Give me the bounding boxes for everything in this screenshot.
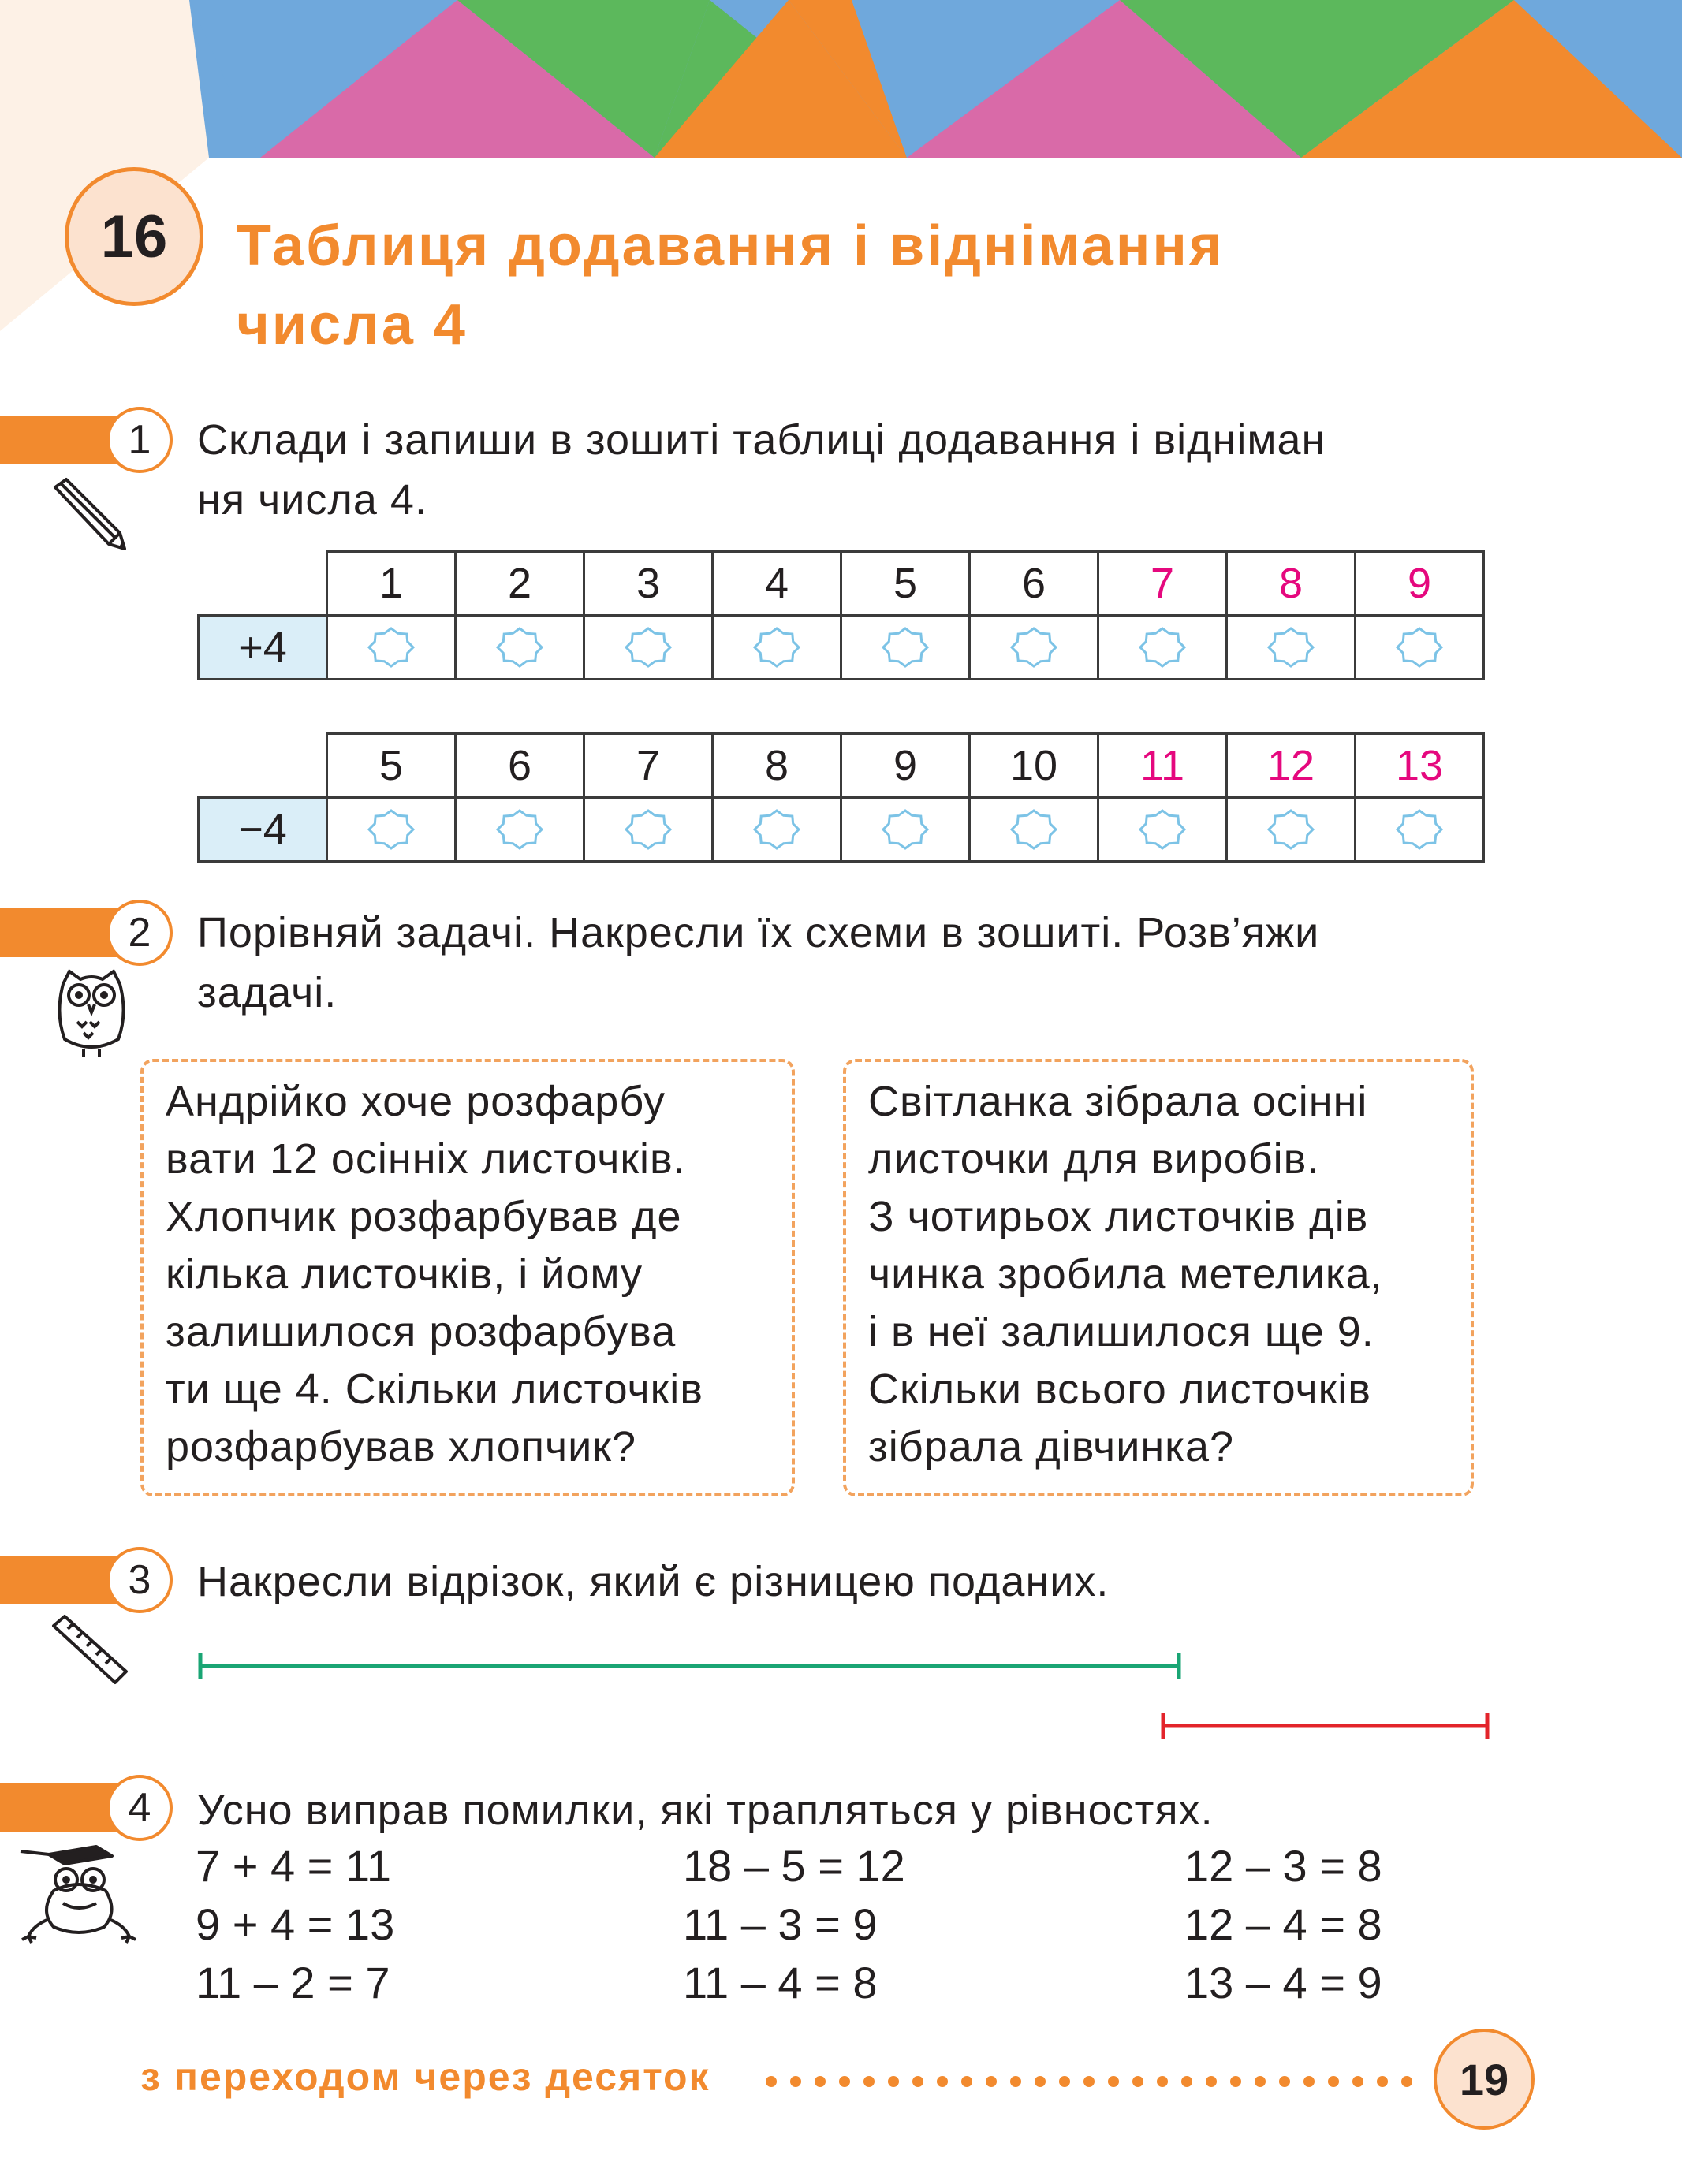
footer-dot: [961, 2076, 972, 2087]
footer-dotted-line: [763, 2066, 1426, 2097]
footer-dot: [937, 2076, 948, 2087]
footer-dot: [1352, 2076, 1363, 2087]
problem-b-box: [843, 1059, 1474, 1496]
star-answer-icon: [1393, 807, 1445, 852]
segments-figure: [189, 1644, 1498, 1746]
table-number-cell: 9: [1356, 552, 1484, 616]
star-answer-icon: [365, 807, 417, 852]
task2-text-line1: Порівняй задачі. Накресли їх схеми в зошиті. Розв’яжи: [197, 909, 1320, 956]
star-answer-icon: [879, 625, 931, 669]
table-answer-cell[interactable]: [1227, 798, 1356, 862]
equation: 12 – 4 = 8: [1184, 1899, 1382, 1949]
equation: 18 – 5 = 12: [683, 1841, 905, 1891]
star-answer-icon: [1136, 625, 1188, 669]
table-answer-cell[interactable]: [456, 616, 584, 680]
table-number-cell: 12: [1227, 734, 1356, 798]
problem-a-line: кілька листочків, і йому: [166, 1250, 643, 1298]
problem-b-line: чинка зробила метелика,: [868, 1250, 1383, 1298]
problem-b-line: Скільки всього листочків: [868, 1366, 1371, 1413]
table-answer-cell[interactable]: [970, 798, 1098, 862]
star-answer-icon: [494, 807, 546, 852]
lesson-number-badge: 16: [65, 167, 203, 306]
table-number-cell: 5: [841, 552, 970, 616]
footer-dot: [1303, 2076, 1315, 2087]
star-answer-icon: [1136, 807, 1188, 852]
table-answer-cell[interactable]: [713, 616, 841, 680]
equations-column-3: [1184, 1837, 1382, 2012]
table-number-cell: 2: [456, 552, 584, 616]
table-number-cell: 6: [970, 552, 1098, 616]
equation: 13 – 4 = 9: [1184, 1958, 1382, 2007]
task1-text-line2: ня числа 4.: [197, 476, 427, 524]
footer-dot: [839, 2076, 850, 2087]
star-answer-icon: [1265, 625, 1317, 669]
footer-dot: [1401, 2076, 1412, 2087]
problem-a-line: вати 12 осінніх листочків.: [166, 1135, 686, 1183]
footer-dot: [912, 2076, 923, 2087]
table-answer-cell[interactable]: [1098, 616, 1227, 680]
problem-b-line: З чотирьох листочків дів: [868, 1193, 1369, 1240]
footer-dot: [1230, 2076, 1241, 2087]
star-answer-icon: [751, 625, 803, 669]
equations-column-2: [683, 1837, 905, 2012]
task4-text: Усно виправ помилки, які трапляться у рівностях.: [197, 1787, 1214, 1834]
table-number-cell: 3: [584, 552, 713, 616]
subtraction-operation-cell: −4: [199, 798, 327, 862]
star-answer-icon: [1393, 625, 1445, 669]
red-segment: [1163, 1713, 1487, 1739]
pencil-icon: [49, 476, 131, 552]
table-number-cell: 7: [1098, 552, 1227, 616]
table-answer-cell[interactable]: [584, 616, 713, 680]
footer-dot: [1328, 2076, 1339, 2087]
task3-text: Накресли відрізок, який є різницею поданих.: [197, 1558, 1110, 1605]
equation: 11 – 4 = 8: [683, 1958, 878, 2007]
problem-a-box: [140, 1059, 795, 1496]
problem-a-line: залишилося розфарбува: [166, 1308, 677, 1355]
table-number-cell: 8: [1227, 552, 1356, 616]
equation: 7 + 4 = 11: [196, 1841, 392, 1891]
problem-b-line: зібрала дівчинка?: [868, 1423, 1235, 1470]
task2-number: 2: [106, 900, 173, 966]
task1-text: [197, 410, 1326, 530]
table-answer-cell[interactable]: [584, 798, 713, 862]
problem-a-line: розфарбував хлопчик?: [166, 1423, 636, 1470]
problem-b-line: і в неї залишилося ще 9.: [868, 1308, 1374, 1355]
addition-operation-cell: +4: [199, 616, 327, 680]
equation: 12 – 3 = 8: [1184, 1841, 1382, 1891]
footer-dot: [1279, 2076, 1290, 2087]
table-answer-cell[interactable]: [1227, 616, 1356, 680]
table-answer-cell[interactable]: [327, 798, 456, 862]
table-number-cell: 8: [713, 734, 841, 798]
task1-number: 1: [106, 407, 173, 473]
problem-a-line: Хлопчик розфарбував де: [166, 1193, 682, 1240]
footer-dot: [815, 2076, 826, 2087]
owl-icon: [55, 967, 128, 1058]
frog-icon: [17, 1843, 136, 1944]
footer-topic: з переходом через десяток: [140, 2055, 710, 2099]
problem-b-line: листочки для виробів.: [868, 1135, 1320, 1183]
star-answer-icon: [622, 807, 674, 852]
table-corner-empty: [199, 552, 327, 616]
task2-text-line2: задачі.: [197, 969, 338, 1016]
lesson-title: [237, 207, 1498, 364]
star-answer-icon: [1008, 625, 1060, 669]
equation: 9 + 4 = 13: [196, 1899, 395, 1949]
table-number-cell: 6: [456, 734, 584, 798]
footer-dot: [986, 2076, 997, 2087]
table-answer-cell[interactable]: [327, 616, 456, 680]
table-answer-cell[interactable]: [1356, 616, 1484, 680]
footer-dot: [766, 2076, 777, 2087]
table-number-cell: 7: [584, 734, 713, 798]
table-answer-cell[interactable]: [841, 798, 970, 862]
task4-number: 4: [106, 1775, 173, 1841]
table-corner-empty: [199, 734, 327, 798]
footer-dot: [1108, 2076, 1119, 2087]
lesson-title-line1: Таблиця додавання і віднімання: [237, 214, 1225, 278]
footer-dot: [1255, 2076, 1266, 2087]
footer-dot: [790, 2076, 801, 2087]
star-answer-icon: [751, 807, 803, 852]
table-number-cell: 10: [970, 734, 1098, 798]
lesson-title-line2: числа 4: [237, 293, 468, 356]
star-answer-icon: [365, 625, 417, 669]
footer-dot: [1059, 2076, 1070, 2087]
footer-dot: [1010, 2076, 1021, 2087]
footer-dot: [888, 2076, 899, 2087]
ruler-icon: [49, 1612, 131, 1687]
top-banner: [0, 0, 1682, 158]
subtraction-table: [197, 732, 1485, 863]
addition-table: [197, 550, 1485, 680]
footer-dot: [1181, 2076, 1192, 2087]
task1-text-line1: Склади і запиши в зошиті таблиці додавання і відніман: [197, 416, 1326, 464]
table-number-cell: 5: [327, 734, 456, 798]
table-number-cell: 4: [713, 552, 841, 616]
star-answer-icon: [879, 807, 931, 852]
footer-dot: [1157, 2076, 1168, 2087]
footer-dot: [1206, 2076, 1217, 2087]
table-answer-cell[interactable]: [713, 798, 841, 862]
footer-dot: [863, 2076, 875, 2087]
footer-dot: [1035, 2076, 1046, 2087]
star-answer-icon: [494, 625, 546, 669]
table-number-cell: 13: [1356, 734, 1484, 798]
footer-dot: [1083, 2076, 1095, 2087]
table-answer-cell[interactable]: [1098, 798, 1227, 862]
equations-column-1: [196, 1837, 394, 2012]
problem-a-line: ти ще 4. Скільки листочків: [166, 1366, 703, 1413]
page-number: 19: [1434, 2029, 1535, 2130]
task3-number: 3: [106, 1547, 173, 1613]
footer-dot: [1132, 2076, 1143, 2087]
problem-b-line: Світланка зібрала осінні: [868, 1078, 1368, 1125]
footer-dot: [1377, 2076, 1388, 2087]
star-answer-icon: [622, 625, 674, 669]
table-number-cell: 1: [327, 552, 456, 616]
equation: 11 – 2 = 7: [196, 1958, 390, 2007]
green-segment: [200, 1653, 1179, 1679]
equation: 11 – 3 = 9: [683, 1899, 878, 1949]
table-answer-cell[interactable]: [970, 616, 1098, 680]
star-answer-icon: [1265, 807, 1317, 852]
table-answer-cell[interactable]: [1356, 798, 1484, 862]
star-answer-icon: [1008, 807, 1060, 852]
table-number-cell: 11: [1098, 734, 1227, 798]
task2-text: [197, 903, 1319, 1023]
problem-a-line: Андрійко хоче розфарбу: [166, 1078, 666, 1125]
table-answer-cell[interactable]: [841, 616, 970, 680]
table-answer-cell[interactable]: [456, 798, 584, 862]
table-number-cell: 9: [841, 734, 970, 798]
